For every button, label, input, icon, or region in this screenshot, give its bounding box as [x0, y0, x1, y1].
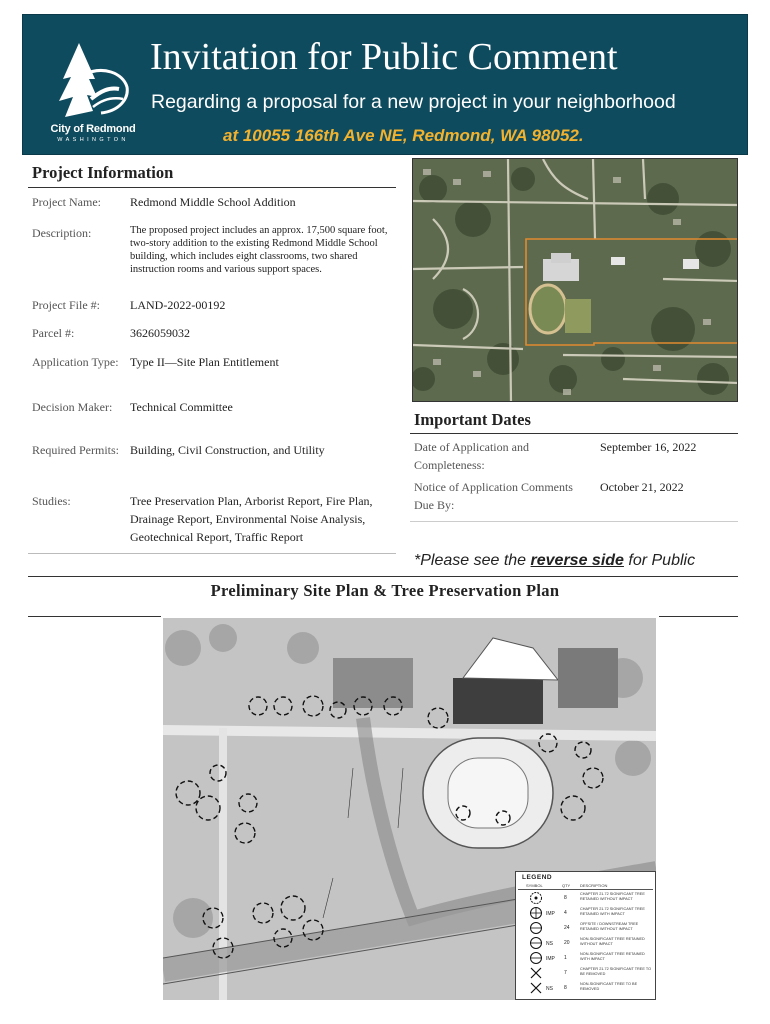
- site-plan-heading: Preliminary Site Plan & Tree Preservation Plan: [210, 581, 560, 600]
- divider: [28, 187, 396, 188]
- legend-row: [518, 966, 653, 980]
- info-value: Redmond Middle School Addition: [130, 195, 296, 209]
- legend-row: [518, 906, 653, 920]
- legend-row: [518, 936, 653, 950]
- divider: [28, 553, 396, 554]
- legend-code: NS: [546, 986, 553, 992]
- legend-header: [518, 882, 653, 890]
- date-value: September 16, 2022: [600, 440, 697, 454]
- legend-desc: CHAPTER 21.72 SIGNIFICANT TREE RETAINED WITH IMPACT: [580, 907, 645, 916]
- project-info-heading: Project Information: [32, 163, 174, 182]
- info-value: Type II—Site Plan Entitlement: [130, 355, 279, 369]
- note-prefix: *Please see the: [414, 552, 531, 569]
- tree-removed-icon: [526, 966, 546, 980]
- legend-count: 7: [564, 970, 567, 976]
- legend-desc: NON-SIGNIFICANT TREE RETAINED WITH IMPACT: [580, 952, 645, 961]
- page-subtitle: Regarding a proposal for a new project in your neighborhood: [151, 91, 676, 113]
- legend-row: [518, 951, 653, 965]
- aerial-vicinity-map: [412, 158, 738, 402]
- project-address: at 10055 166th Ave NE, Redmond, WA 98052.: [223, 126, 584, 145]
- divider: [28, 616, 161, 617]
- divider: [410, 521, 738, 522]
- date-label: Notice of Application Comments Due By:: [414, 480, 573, 512]
- tree-mountain-logo-icon: [53, 39, 133, 121]
- date-value: October 21, 2022: [600, 480, 684, 494]
- logo-subtext: WASHINGTON: [57, 137, 129, 143]
- offsite-tree-icon: [526, 921, 546, 935]
- non-significant-tree-icon: [526, 936, 546, 950]
- info-value: Building, Civil Construction, and Utility: [130, 443, 325, 457]
- info-label: Project File #:: [32, 298, 100, 312]
- legend-desc: NON-SIGNIFICANT TREE TO BE REMOVED: [580, 982, 638, 991]
- legend-count: 20: [564, 940, 570, 946]
- legend-count: 8: [564, 985, 567, 991]
- divider: [28, 576, 738, 577]
- city-logo: [43, 39, 143, 147]
- page-title: Invitation for Public Comment: [150, 36, 618, 78]
- info-value: Technical Committee: [130, 400, 233, 414]
- legend-row: [518, 981, 653, 995]
- non-significant-removed-icon: [526, 981, 546, 995]
- info-label: Application Type:: [32, 355, 119, 369]
- legend-title: LEGEND: [522, 874, 553, 881]
- divider: [659, 616, 738, 617]
- info-value: The proposed project includes an approx. 17,500 square foot, two-story addition to the existing Redmond Middle School building, which includes eight classrooms, two shared instruction rooms and various support spaces.: [130, 225, 388, 275]
- logo-text: City of Redmond: [50, 123, 136, 135]
- legend-desc: OFFSITE / DOWNSTREAM TREE RETAINED WITHOUT IMPACT: [580, 922, 639, 931]
- tree-retained-icon: [526, 891, 546, 905]
- divider: [410, 433, 738, 434]
- reverse-side-note: [414, 552, 695, 570]
- legend-col-desc: DESCRIPTION: [580, 883, 608, 888]
- note-emphasis: reverse side: [530, 552, 624, 569]
- legend-col-qty: QTY: [562, 883, 571, 888]
- info-label: Decision Maker:: [32, 400, 113, 414]
- legend-count: 24: [564, 925, 570, 931]
- important-dates-heading: Important Dates: [414, 410, 531, 429]
- legend-row: [518, 921, 653, 935]
- info-label: Required Permits:: [32, 443, 119, 457]
- non-significant-impact-icon: [526, 951, 546, 965]
- legend-desc: CHAPTER 21.72 SIGNIFICANT TREE RETAINED WITHOUT IMPACT: [580, 892, 645, 901]
- info-label: Project Name:: [32, 195, 101, 209]
- legend-count: 1: [564, 955, 567, 961]
- legend-col-symbol: SYMBOL: [526, 883, 543, 888]
- legend-desc: NON-SIGNIFICANT TREE RETAINED WITHOUT IMPACT: [580, 937, 645, 946]
- info-label: Studies:: [32, 494, 71, 508]
- legend-row: [518, 891, 653, 905]
- tree-impact-icon: [526, 906, 546, 920]
- legend: [515, 871, 656, 1000]
- legend-code: IMP: [546, 956, 555, 962]
- info-value: LAND-2022-00192: [130, 298, 226, 312]
- info-value: Tree Preservation Plan, Arborist Report, Fire Plan, Drainage Report, Environmental Noise Analysis, Geotechnical Report, Traffic Report: [130, 494, 373, 544]
- legend-count: 8: [564, 895, 567, 901]
- legend-code: NS: [546, 941, 553, 947]
- legend-count: 4: [564, 910, 567, 916]
- legend-code: IMP: [546, 911, 555, 917]
- header-banner: [22, 14, 748, 155]
- date-label: Date of Application and Completeness:: [414, 440, 529, 472]
- site-plan-drawing: [163, 618, 656, 1000]
- legend-desc: CHAPTER 21.72 SIGNIFICANT TREE TO BE REMOVED: [580, 967, 652, 976]
- note-suffix: for Public: [623, 552, 696, 569]
- info-value: 3626059032: [130, 326, 190, 340]
- aerial-photo-image: [413, 159, 738, 402]
- info-label: Description:: [32, 226, 92, 240]
- info-label: Parcel #:: [32, 326, 75, 340]
